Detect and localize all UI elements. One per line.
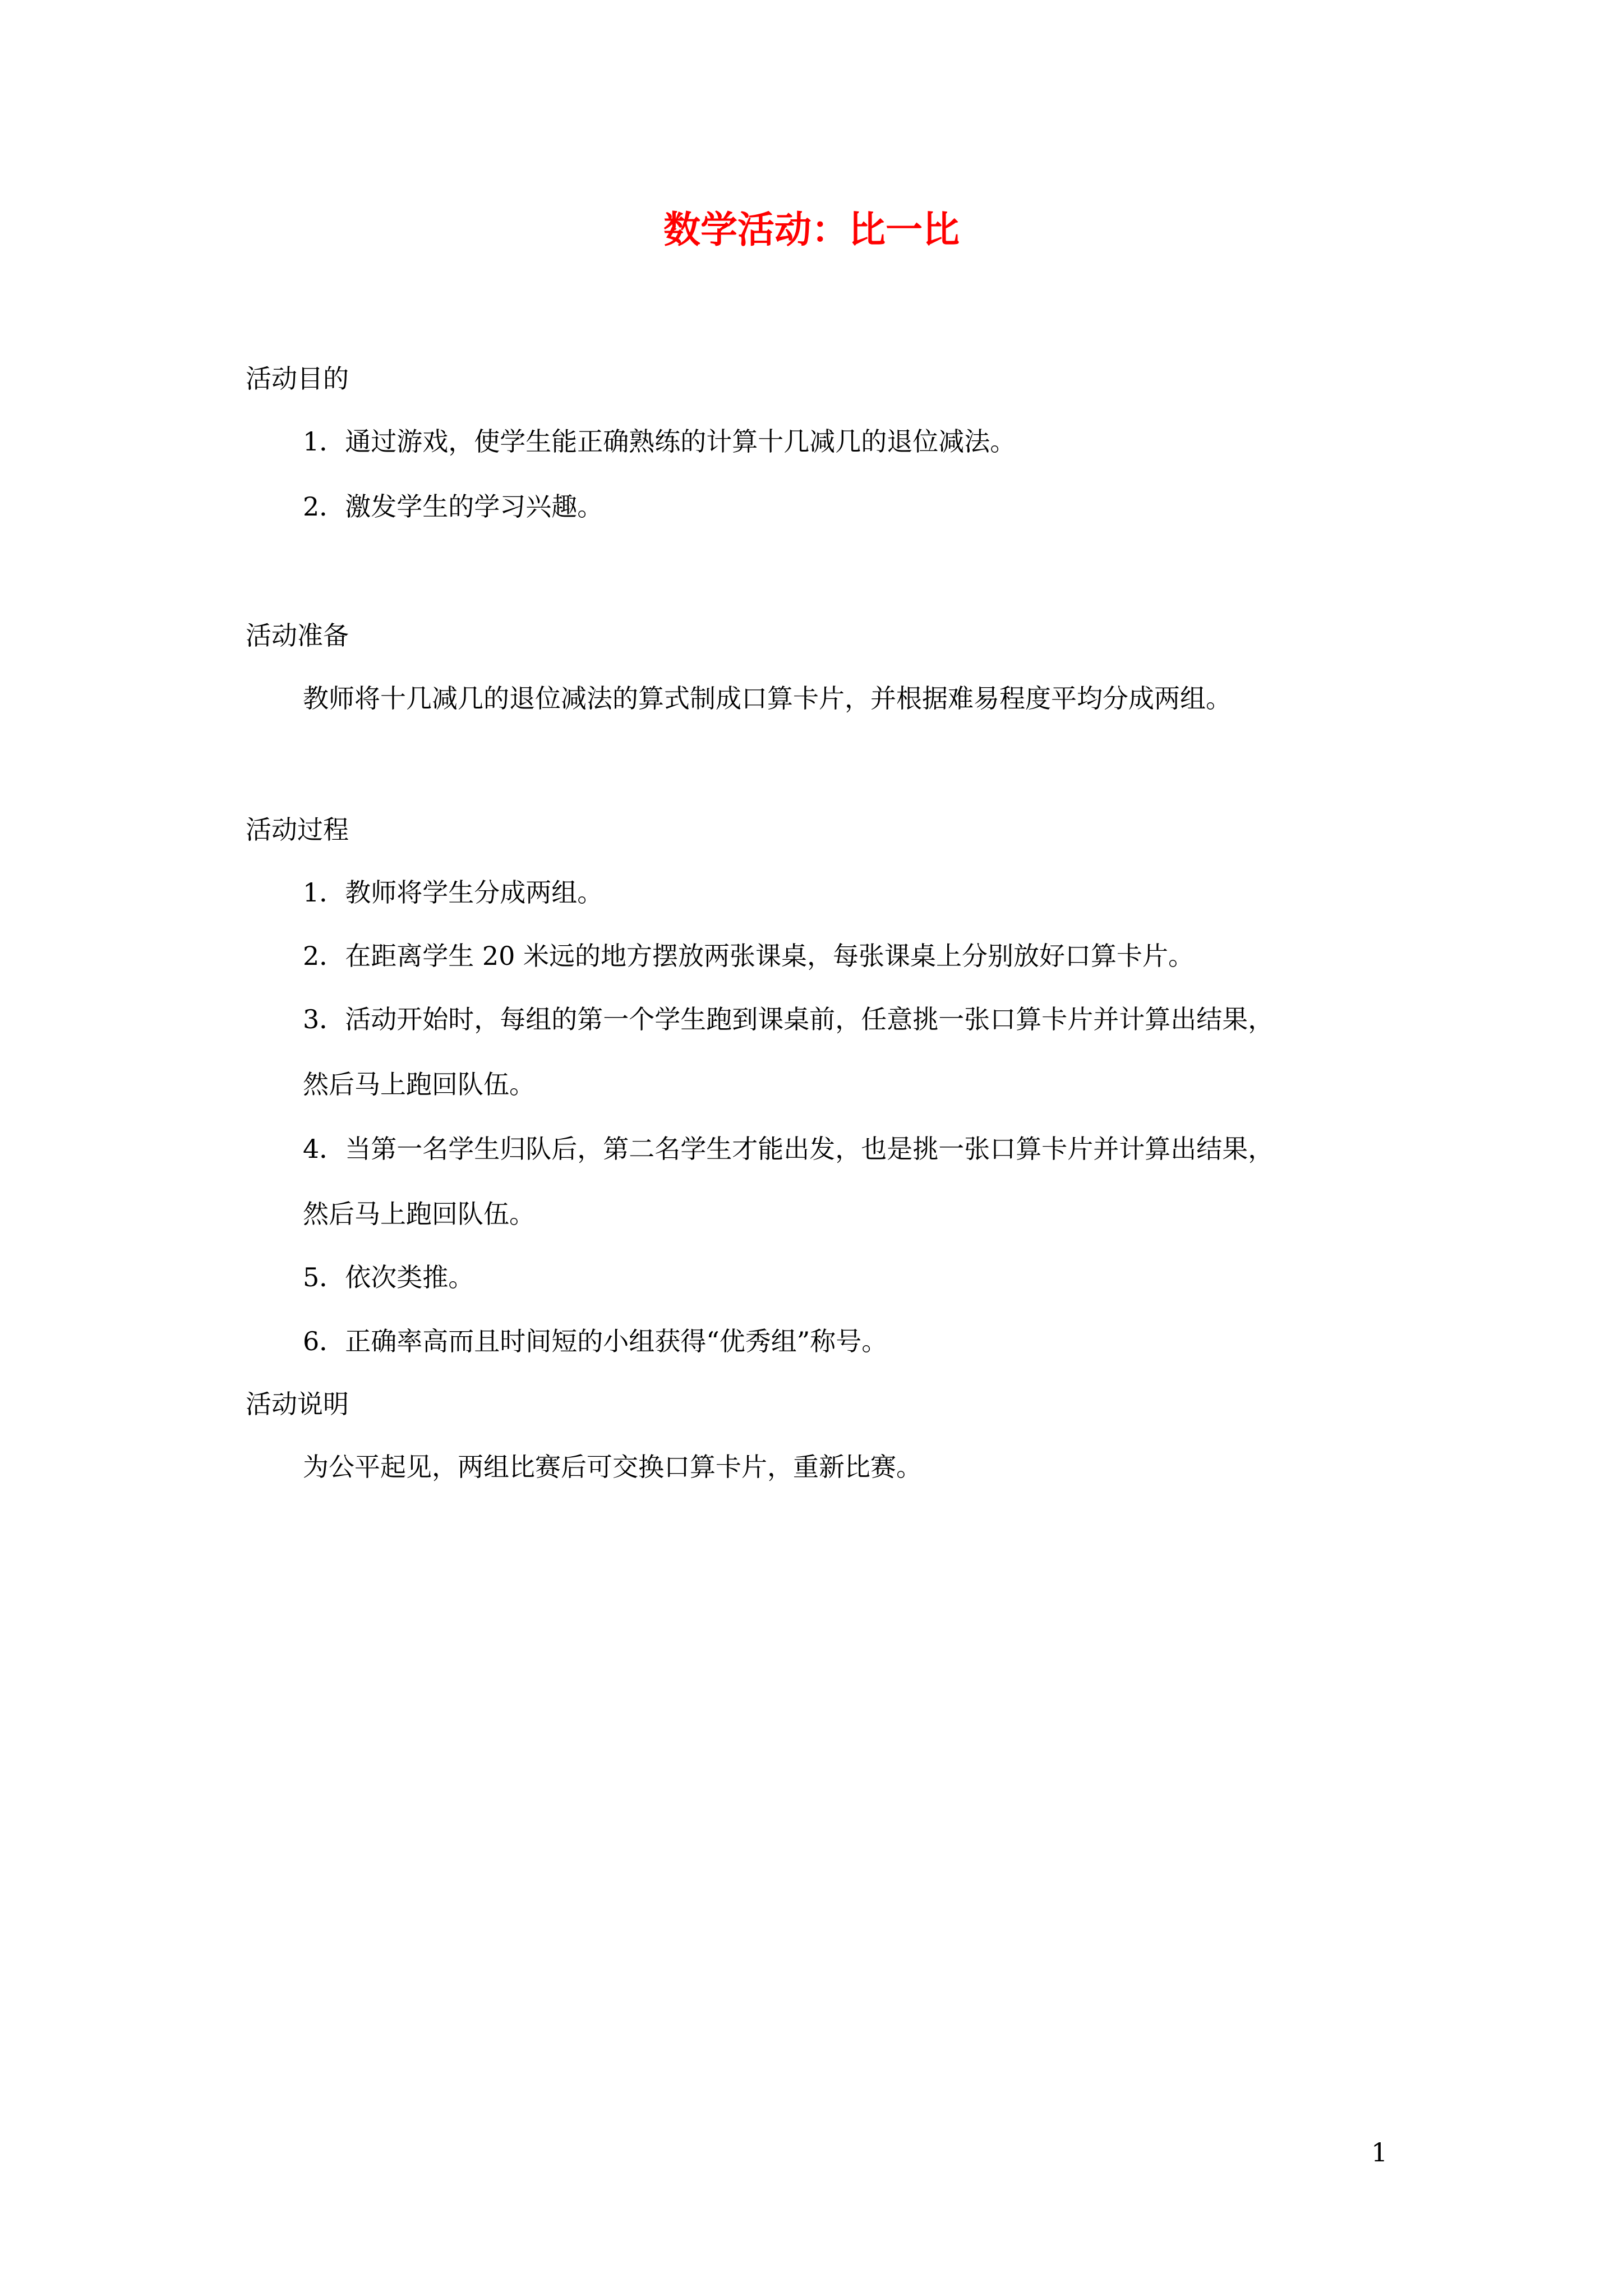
goal-item-2: 2．激发学生的学习兴趣。 <box>303 491 603 522</box>
page-title: 数学活动：比一比 <box>663 208 960 251</box>
section-heading-process: 活动过程 <box>246 815 349 845</box>
page-number: 1 <box>1371 2137 1388 2168</box>
process-item-6: 6．正确率高而且时间短的小组获得“优秀组”称号。 <box>303 1326 888 1356</box>
process-item-4: 4．当第一名学生归队后，第二名学生才能出发，也是挑一张口算卡片并计算出结果， <box>303 1134 1274 1164</box>
section-heading-prep: 活动准备 <box>246 620 349 651</box>
process-item-3: 3．活动开始时，每组的第一个学生跑到课桌前，任意挑一张口算卡片并计算出结果， <box>303 1004 1274 1034</box>
goal-item-1: 1．通过游戏，使学生能正确熟练的计算十几减几的退位减法。 <box>303 426 1016 457</box>
process-item-1: 1．教师将学生分成两组。 <box>303 877 603 908</box>
section-heading-notes: 活动说明 <box>246 1389 349 1419</box>
process-item-5: 5．依次类推。 <box>303 1262 474 1292</box>
prep-text: 教师将十几减几的退位减法的算式制成口算卡片，并根据难易程度平均分成两组。 <box>303 683 1232 714</box>
section-heading-goal: 活动目的 <box>246 364 349 394</box>
process-item-2: 2．在距离学生 20 米远的地方摆放两张课桌，每张课桌上分别放好口算卡片。 <box>303 941 1195 971</box>
process-item-3-continued: 然后马上跑回队伍。 <box>303 1069 535 1099</box>
notes-text: 为公平起见，两组比赛后可交换口算卡片，重新比赛。 <box>303 1452 922 1482</box>
process-item-4-continued: 然后马上跑回队伍。 <box>303 1199 535 1229</box>
